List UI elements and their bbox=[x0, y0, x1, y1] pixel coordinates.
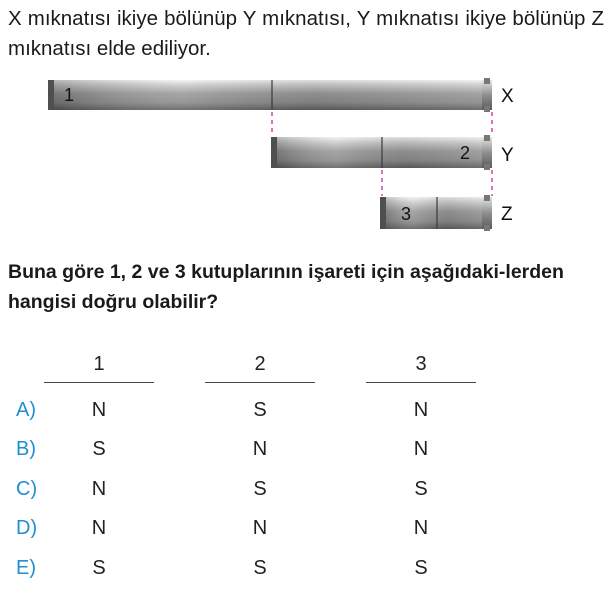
column-rule-2 bbox=[205, 382, 315, 383]
option-cell: N bbox=[413, 438, 429, 460]
magnet-z-label: Z bbox=[501, 204, 513, 225]
option-cell: S bbox=[414, 557, 428, 579]
intro-text: X mıknatısı ikiye bölünüp Y mıknatısı, Y mıknatısı ikiye bölünüp Z mıknatısı elde ediliyor. bbox=[8, 7, 604, 60]
option-cell: S bbox=[92, 557, 106, 579]
option-cell: N bbox=[91, 399, 107, 421]
pole-2-label: 2 bbox=[460, 143, 471, 163]
column-rule-1 bbox=[44, 382, 154, 383]
option-label[interactable]: B) bbox=[16, 438, 36, 460]
option-cell: S bbox=[253, 557, 267, 579]
option-cell: S bbox=[253, 478, 267, 500]
option-cell: N bbox=[413, 399, 429, 421]
option-cell: S bbox=[253, 399, 267, 421]
option-cell: N bbox=[413, 517, 429, 539]
column-header-1: 1 bbox=[93, 353, 105, 375]
option-label[interactable]: D) bbox=[16, 517, 38, 539]
option-cell: N bbox=[91, 478, 107, 500]
option-cell: N bbox=[91, 517, 107, 539]
option-cell: S bbox=[92, 438, 106, 460]
column-header-2: 2 bbox=[254, 353, 266, 375]
pole-3-label: 3 bbox=[401, 204, 412, 224]
column-header-3: 3 bbox=[415, 353, 427, 375]
column-rule-3 bbox=[366, 382, 476, 383]
option-label[interactable]: E) bbox=[16, 557, 36, 579]
option-label[interactable]: C) bbox=[16, 478, 38, 500]
magnet-x-label: X bbox=[501, 86, 514, 107]
question-text: Buna göre 1, 2 ve 3 kutuplarının işareti için aşağıdaki-lerden hangisi doğru olabilir? bbox=[8, 261, 564, 313]
pole-1-label: 1 bbox=[64, 85, 75, 105]
option-cell: S bbox=[414, 478, 428, 500]
option-label[interactable]: A) bbox=[16, 399, 36, 421]
option-cell: N bbox=[252, 517, 268, 539]
magnet-y-label: Y bbox=[501, 145, 514, 166]
option-cell: N bbox=[252, 438, 268, 460]
